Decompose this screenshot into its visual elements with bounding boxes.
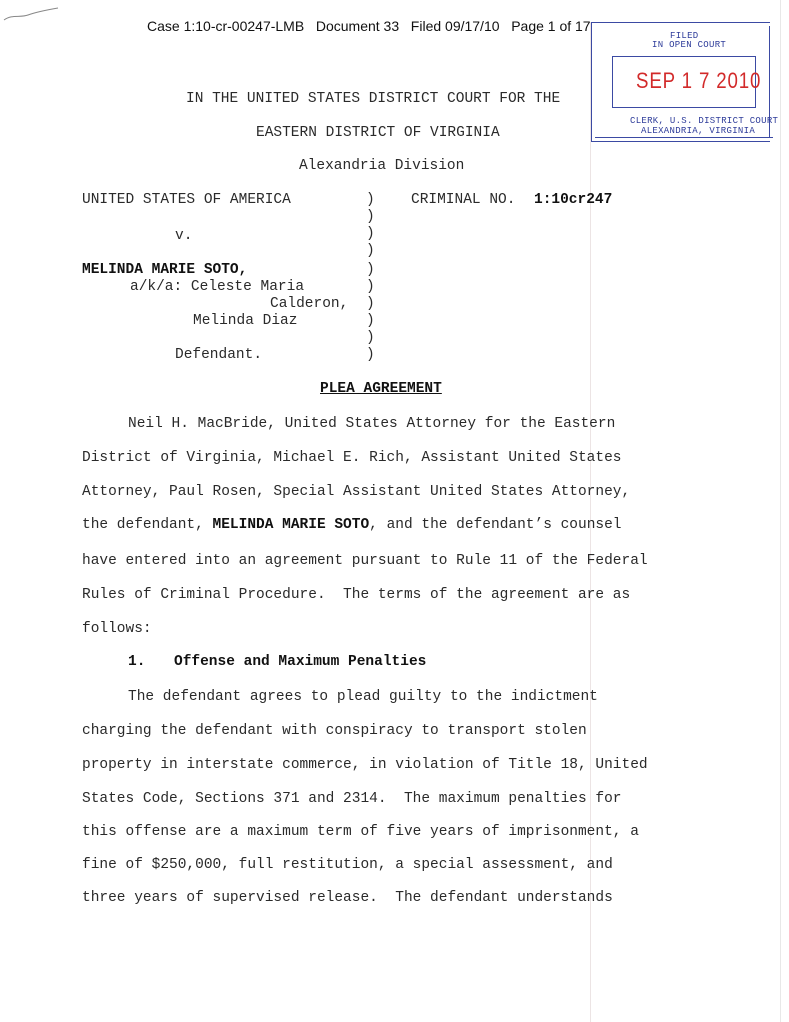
page-edge-line — [780, 0, 781, 1022]
section-1-line-2: charging the defendant with conspiracy to transport stolen — [82, 723, 587, 739]
criminal-no-label: CRIMINAL NO. — [411, 192, 516, 208]
intro-line-5: have entered into an agreement pursuant to Rule 11 of the Federal — [82, 553, 648, 569]
caption-aka-3: Melinda Diaz — [193, 313, 298, 329]
caption-versus: v. — [175, 228, 193, 244]
section-1-line-1: The defendant agrees to plead guilty to the indictment — [128, 689, 598, 705]
intro-line-4-a: the defendant, — [82, 517, 213, 533]
caption-defendant-name: MELINDA MARIE SOTO, — [82, 262, 248, 278]
caption-plaintiff: UNITED STATES OF AMERICA — [82, 192, 291, 208]
stamp-filed-text: FILED — [670, 31, 699, 41]
intro-line-3: Attorney, Paul Rosen, Special Assistant United States Attorney, — [82, 484, 631, 500]
caption-paren: ) — [366, 262, 375, 278]
stamp-date: SEP 1 7 2010 — [636, 68, 762, 93]
section-1-heading: Offense and Maximum Penalties — [174, 654, 427, 670]
intro-line-4-c: , and the defendant’s counsel — [369, 517, 622, 533]
court-title-line2: EASTERN DISTRICT OF VIRGINIA — [256, 125, 500, 141]
stamp-location-text: ALEXANDRIA, VIRGINIA — [641, 126, 756, 136]
pen-mark-scribble — [2, 6, 60, 24]
caption-paren: ) — [366, 347, 375, 363]
stamp-clerk-text: CLERK, U.S. DISTRICT COURT — [630, 116, 779, 126]
court-division: Alexandria Division — [299, 158, 465, 174]
document-title: PLEA AGREEMENT — [320, 381, 442, 397]
case-header-line: Case 1:10-cr-00247-LMB Document 33 Filed 09/17/10 Page 1 of 17 — [147, 18, 591, 34]
section-1-line-3: property in interstate commerce, in violation of Title 18, United — [82, 757, 648, 773]
caption-paren: ) — [366, 330, 375, 346]
section-1-line-7: three years of supervised release. The defendant understands — [82, 890, 613, 906]
intro-line-4 — [82, 517, 622, 534]
stamp-border-bottom — [595, 137, 773, 138]
intro-line-6: Rules of Criminal Procedure. The terms of the agreement are as — [82, 587, 631, 603]
caption-paren: ) — [366, 279, 375, 295]
caption-paren: ) — [366, 226, 375, 242]
section-1-line-6: fine of $250,000, full restitution, a special assessment, and — [82, 857, 613, 873]
caption-paren: ) — [366, 243, 375, 259]
intro-line-2: District of Virginia, Michael E. Rich, Assistant United States — [82, 450, 622, 466]
criminal-no: 1:10cr247 — [534, 192, 613, 208]
caption-aka-2: Calderon, — [270, 296, 349, 312]
intro-defendant-name: MELINDA MARIE SOTO — [212, 517, 370, 533]
section-1-line-5: this offense are a maximum term of five years of imprisonment, a — [82, 824, 639, 840]
stamp-open-court-text: IN OPEN COURT — [652, 40, 727, 50]
caption-paren: ) — [366, 313, 375, 329]
section-1-line-4: States Code, Sections 371 and 2314. The maximum penalties for — [82, 791, 622, 807]
section-1-number: 1. — [128, 654, 146, 670]
caption-aka-1: a/k/a: Celeste Maria — [130, 279, 305, 295]
caption-paren: ) — [366, 192, 375, 208]
court-title-line1: IN THE UNITED STATES DISTRICT COURT FOR THE — [186, 91, 561, 107]
caption-defendant-label: Defendant. — [175, 347, 263, 363]
caption-paren: ) — [366, 209, 375, 225]
intro-line-1: Neil H. MacBride, United States Attorney for the Eastern — [128, 416, 616, 432]
intro-line-7: follows: — [82, 621, 152, 637]
caption-paren: ) — [366, 296, 375, 312]
